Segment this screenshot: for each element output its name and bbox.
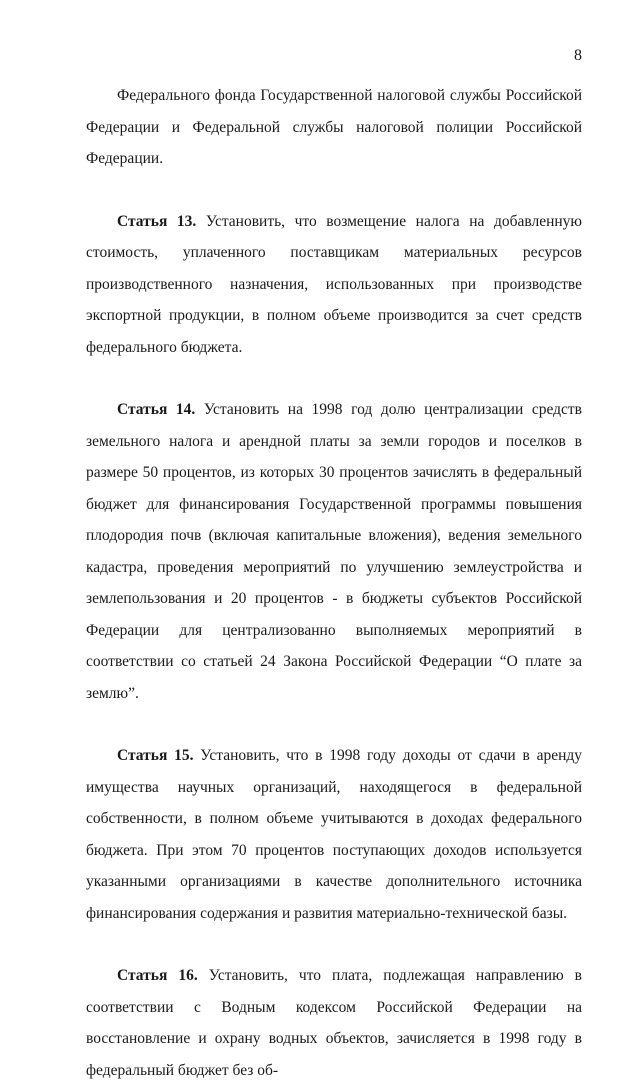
article-14-label: Статья 14. (117, 401, 196, 418)
document-body (86, 80, 582, 1086)
article-14 (86, 394, 582, 709)
article-15-text: Установить, что в 1998 году доходы от сдачи в аренду имущества научных организаций, находящегося в федеральной собственности, в полном объеме учитываются в доходах федерального бюджета. При этом 70 процентов поступающих доходов используется указанными организациями в качестве дополнительного источника финансирования содержания и развития материально-технической базы. (86, 747, 583, 922)
page-number: 8 (574, 47, 582, 64)
article-15-label: Статья 15. (117, 747, 194, 764)
article-15 (86, 740, 582, 929)
article-13-label: Статья 13. (117, 212, 197, 230)
article-13 (86, 206, 582, 364)
article-16 (86, 960, 582, 1086)
article-14-text: Установить на 1998 год долю централизации средств земельного налога и арендной платы за земли городов и поселков в размере 50 процентов, из которых 30 процентов зачислять в федеральный бюджет для финансирования Государственной программы повышения плодородия почв (включая капитальные вложения), ведения земельного кадастра, проведения мероприятий по улучшению землеустройства и землепользования и 20 процентов - в бюджеты субъектов Российской Федерации для централизованно выполняемых мероприятий в соответствии со статьей 24 Закона Российской Федерации “О плате за землю”. (86, 401, 583, 702)
article-13-text: Установить, что возмещение налога на добавленную стоимость, уплаченного поставщикам материальных ресурсов производственного назначения, использованных при производстве экспортной продукции, в полном объеме производится за счет средств федерального бюджета. (86, 212, 583, 356)
article-16-text: Установить, что плата, подлежащая направлению в соответствии с Водным кодексом Российской Федерации на восстановление и охрану водных объектов, зачисляется в 1998 году в федеральный бюджет без об- (86, 967, 583, 1079)
intro-paragraph: Федерального фонда Государственной налоговой службы Российской Федерации и Федеральной службы налоговой полиции Российской Федерации. (86, 87, 582, 167)
article-16-label: Статья 16. (117, 967, 198, 984)
